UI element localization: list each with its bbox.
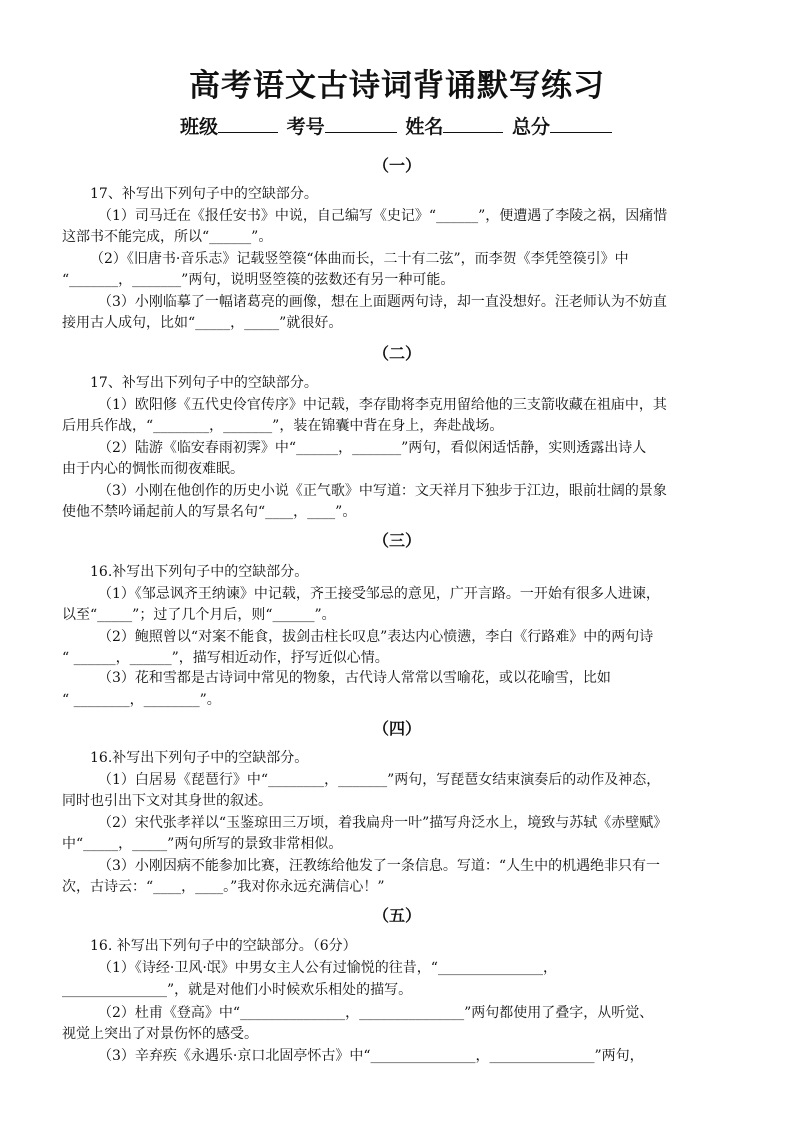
section-1-line: （1）司马迁在《报任安书》中说，自己编写《史记》“______”，便遭遇了李陵之祸，因痛惜 xyxy=(98,208,668,224)
score-blank xyxy=(550,114,612,133)
class-label: 班级 xyxy=(180,116,219,138)
exam-number-blank xyxy=(325,114,397,133)
section-4-line: （2）宋代张孝祥以“玉鉴琼田三万顷，着我扁舟一叶”描写舟泛水上，境致与苏轼《赤壁赋》 xyxy=(98,815,668,831)
section-2-heading: （二） xyxy=(372,344,421,363)
section-2-line: （3）小刚在他创作的历史小说《正气歌》中写道：文天祥月下独步于江边，眼前壮阔的景象 xyxy=(98,483,667,499)
section-4-instruction: 16.补写出下列句子中的空缺部分。 xyxy=(90,750,309,766)
section-1-line: （3）小刚临摹了一幅诸葛亮的画像，想在上面题两句诗，却一直没想好。汪老师认为不妨直 xyxy=(98,294,667,310)
worksheet-title: 高考语文古诗词背诵默写练习 xyxy=(189,68,605,104)
section-1-line: “_______，_______”两句，说明竖箜篌的弦数还有另一种可能。 xyxy=(62,272,455,288)
section-4-line: （3）小刚因病不能参加比赛，汪教练给他发了一条信息。写道：“人生中的机遇绝非只有一 xyxy=(98,858,661,874)
section-2-line: （1）欧阳修《五代史伶官传序》中记载，李存勖将李克用留给他的三支箭收藏在祖庙中，其 xyxy=(98,397,667,413)
section-5-line: _______________”，就是对他们小时候欢乐相处的描写。 xyxy=(62,982,413,998)
section-5-line: （2）杜甫《登高》中“_______________，_______________”两句都使用了叠字，从听觉、 xyxy=(98,1005,654,1021)
section-3-line: 以至“_____”；过了几个月后，则“______”。 xyxy=(62,607,336,623)
section-5-line: 视觉上突出了对景伤怀的感受。 xyxy=(62,1026,258,1042)
section-4-line: 中“_____，_____”两句所写的景致非常相似。 xyxy=(62,836,343,852)
section-1-line: （2）《旧唐书·音乐志》记载竖箜篌“体曲而长，二十有二弦”，而李贺《李凭箜篌引》中 xyxy=(90,251,629,267)
section-1-instruction: 17、补写出下列句子中的空缺部分。 xyxy=(90,186,318,202)
section-3-heading: （三） xyxy=(372,531,421,550)
section-3-line: “ ________，________”。 xyxy=(62,692,221,708)
section-5-heading: （五） xyxy=(372,906,421,925)
section-4-line: 同时也引出下文对其身世的叙述。 xyxy=(62,793,272,809)
section-1-heading: （一） xyxy=(372,156,421,175)
section-5-line: （3）辛弃疾《永遇乐·京口北固亭怀古》中“_______________，_______________”两句， xyxy=(98,1048,644,1064)
section-3-line: “ ______，______”，描写相近动作，抒写近似心情。 xyxy=(62,650,389,666)
section-3-line: （2）鲍照曾以“对案不能食，拔剑击柱长叹息”表达内心愤懑，李白《行路难》中的两句诗 xyxy=(98,629,654,645)
section-2-line: 后用兵作战，“________，_______”，装在锦囊中背在身上，奔赴战场。 xyxy=(62,418,504,434)
section-3-line: （1）《邹忌讽齐王纳谏》中记载，齐王接受邹忌的意见，广开言路。一开始有很多人进谏， xyxy=(98,586,660,602)
section-3-instruction: 16.补写出下列句子中的空缺部分。 xyxy=(90,564,309,580)
section-4-line: 次，古诗云：“____，____。”我对你永远充满信心！” xyxy=(62,879,385,895)
section-3-line: （3）花和雪都是古诗词中常见的物象，古代诗人常常以雪喻花，或以花喻雪，比如 xyxy=(98,670,611,686)
section-5-instruction: 16. 补写出下列句子中的空缺部分。（6分） xyxy=(90,938,357,954)
class-blank xyxy=(218,114,278,133)
exam-number-label: 考号 xyxy=(286,116,325,138)
name-label: 姓名 xyxy=(405,116,444,138)
score-label: 总分 xyxy=(511,116,550,138)
section-1-line: 接用古人成句，比如“_____，_____”就很好。 xyxy=(62,315,343,331)
section-4-line: （1）白居易《琵琶行》中“________，_______”两句，写琵琶女结束演奏后的动作及神态， xyxy=(98,772,661,788)
section-2-line: 由于内心的惆怅而彻夜难眠。 xyxy=(62,461,244,477)
section-2-instruction: 17、补写出下列句子中的空缺部分。 xyxy=(90,375,318,391)
student-info-fields xyxy=(0,112,794,139)
section-1-line: 这部书不能完成，所以“______”。 xyxy=(62,229,273,245)
section-2-line: （2）陆游《临安春雨初霁》中“______，_______”两句，看似闲适恬静，实则透露出诗人 xyxy=(98,440,647,456)
section-2-line: 使他不禁吟诵起前人的写景名句“____，____”。 xyxy=(62,504,357,520)
name-blank xyxy=(443,114,503,133)
section-5-line: （1）《诗经·卫风·氓》中男女主人公有过愉悦的往昔，“_______________， xyxy=(98,960,557,976)
section-4-heading: （四） xyxy=(372,719,421,738)
